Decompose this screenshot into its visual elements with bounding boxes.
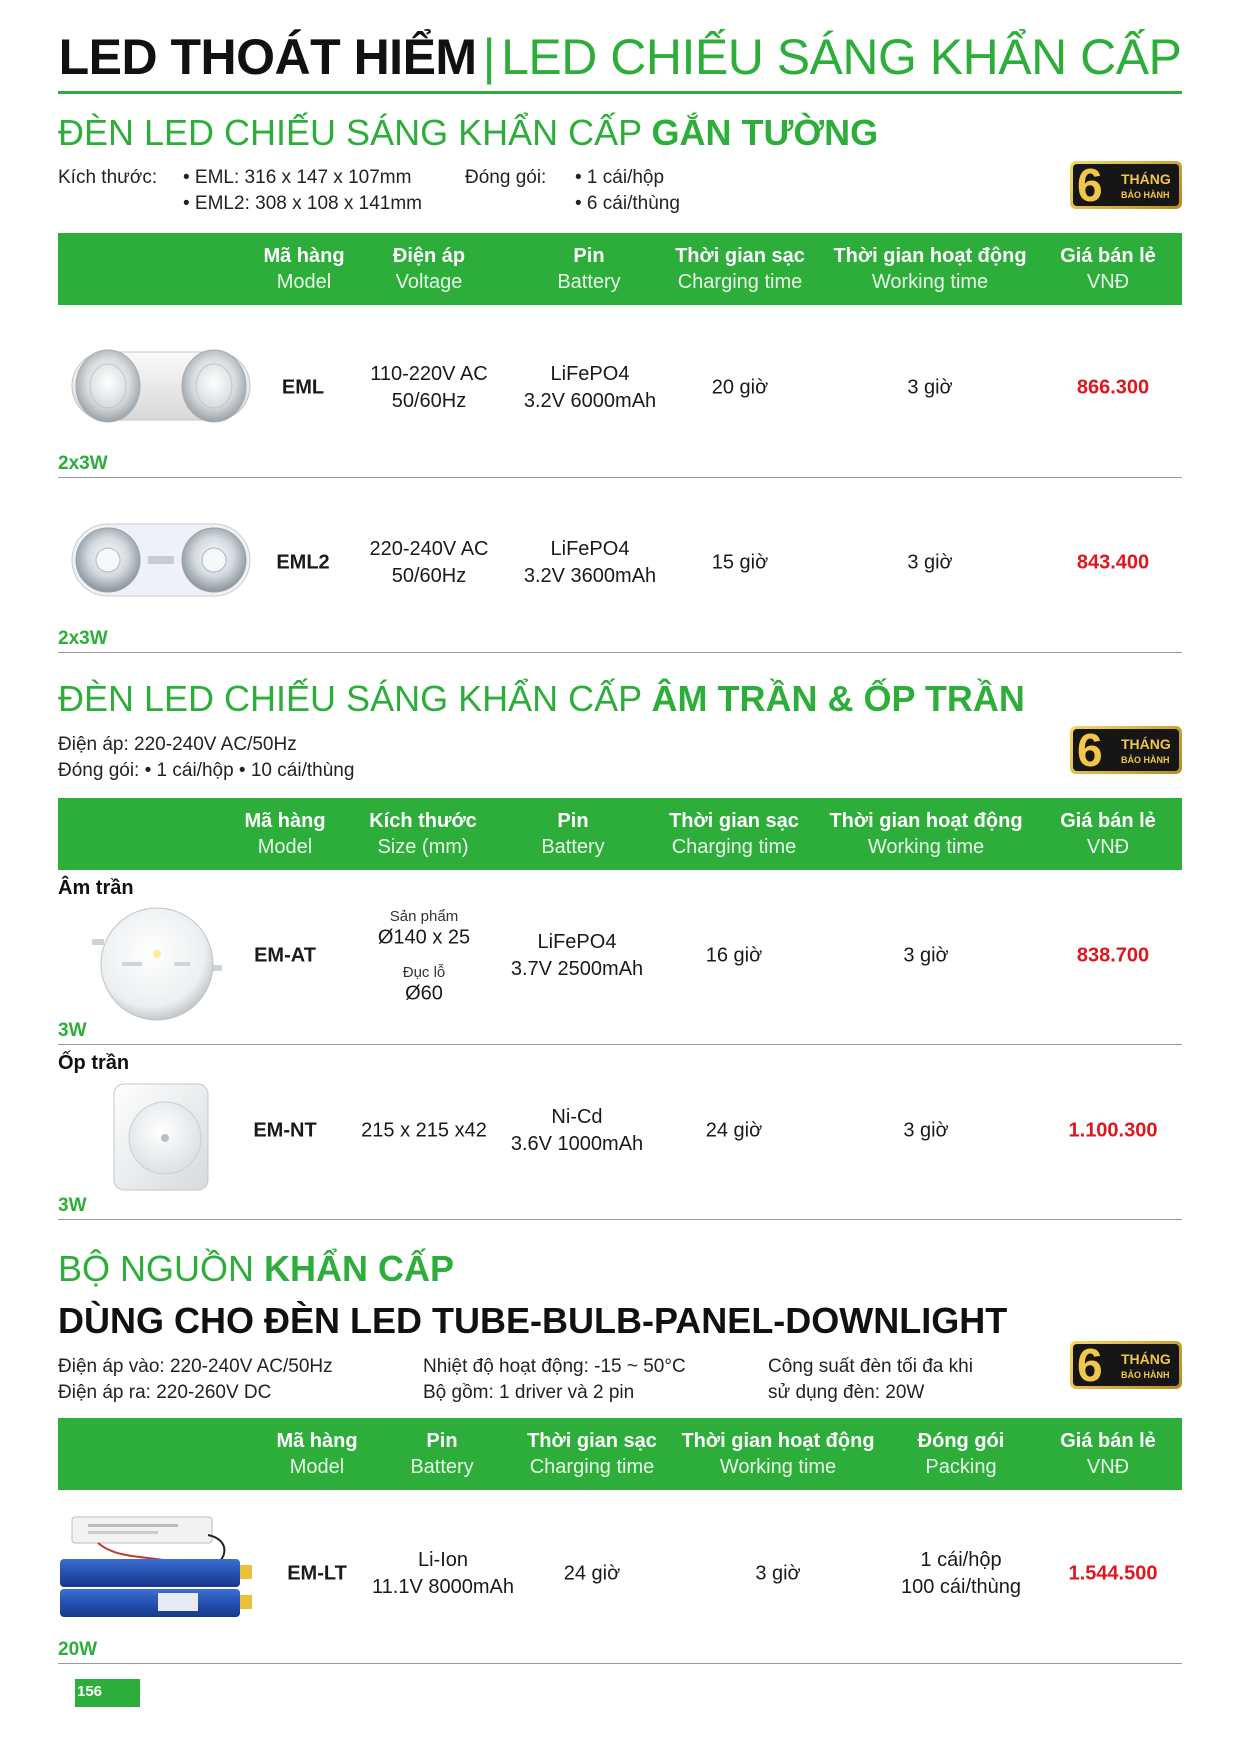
col-model: Mã hàng Model [244,810,326,858]
warranty-sublabel: BẢO HÀNH [1121,190,1170,200]
size-em-nt: 215 x 215 x42 [361,1119,487,1142]
warranty-sublabel: BẢO HÀNH [1121,755,1170,765]
max-power-spec-line1: Công suất đèn tối đa khi [768,1356,973,1377]
model-em-at: EM-AT [254,944,316,967]
col-charging: Thời gian sạc Charging time [675,245,805,293]
working-em-at: 3 giờ [903,944,949,967]
warranty-label: THÁNG [1121,736,1171,752]
charging-em-at: 16 giờ [705,944,763,967]
col-charging: Thời gian sạc Charging time [669,810,799,858]
kit-contents-spec: Bộ gồm: 1 driver và 2 pin [423,1382,635,1403]
section3-specs-col2 [423,1354,686,1406]
row-divider [58,1044,1182,1045]
size-note-product: Sản phẩm [389,908,459,925]
working-em-nt: 3 giờ [903,1119,949,1142]
product-image-em-nt [110,1080,212,1194]
size-note-cutout: Đục lỗ [402,964,446,981]
max-power-spec-line2: sử dụng đèn: 20W [768,1382,925,1403]
warranty-months: 6 [1077,1339,1103,1391]
working-eml: 3 giờ [907,376,953,399]
warranty-months: 6 [1077,724,1103,776]
product-image-eml2 [68,520,254,600]
size-product: Ø140 x 25 [377,926,471,949]
size-cutout: Ø60 [405,982,443,1005]
row-label-op-tran: Ốp trần [58,1052,130,1074]
battery-em-lt: Li-Ion 11.1V 8000mAh [372,1549,514,1598]
warranty-badge [1070,726,1182,774]
section2-voltage-spec: Điện áp: 220-240V AC/50Hz [58,734,297,755]
pack-value-2: • 6 cái/thùng [575,193,680,214]
section1-title-bold: GẮN TƯỜNG [651,112,879,153]
watt-em-nt: 3W [58,1195,87,1216]
section2-pack-spec: Đóng gói: • 1 cái/hộp • 10 cái/thùng [58,760,355,781]
col-price: Giá bán lẻ VNĐ [1060,245,1156,293]
price-eml2: 843.400 [1076,551,1150,574]
charging-em-lt: 24 giờ [563,1562,621,1585]
col-voltage: Điện áp Voltage [392,245,466,293]
row-divider [58,477,1182,478]
input-voltage-spec: Điện áp vào: 220-240V AC/50Hz [58,1356,333,1377]
col-battery: Pin Battery [541,810,605,858]
section2-title-light: ĐÈN LED CHIẾU SÁNG KHẨN CẤP [58,678,642,719]
col-price: Giá bán lẻ VNĐ [1060,810,1156,858]
row-label-am-tran: Âm trần [58,877,134,899]
charging-eml2: 15 giờ [711,551,769,574]
working-em-lt: 3 giờ [755,1562,801,1585]
product-image-eml [68,342,254,430]
section2-table-header [58,798,1182,870]
watt-em-at: 3W [58,1020,87,1041]
section1-table-header [58,233,1182,305]
warranty-label: THÁNG [1121,171,1171,187]
section3-table-header [58,1418,1182,1490]
col-packing: Đóng gói Packing [917,1430,1005,1478]
product-image-em-lt [58,1515,258,1620]
size-value-eml: • EML: 316 x 147 x 107mm [183,167,412,188]
voltage-eml: 110-220V AC 50/60Hz [370,363,488,412]
battery-eml: LiFePO4 3.2V 6000mAh [523,363,657,412]
warranty-badge [1070,161,1182,209]
section2-title-bold: ÂM TRẦN & ỐP TRẦN [651,678,1025,719]
watt-em-lt: 20W [58,1639,98,1660]
page-title-bold: LED THOÁT HIỂM [58,29,477,85]
price-eml: 866.300 [1076,376,1150,399]
price-em-at: 838.700 [1076,944,1150,967]
section1-size-label: Kích thước: [58,167,158,188]
section1-pack-values [575,165,680,217]
product-image-em-at [92,905,222,1023]
page-title-separator: | [482,29,496,85]
section1-size-values [183,165,422,217]
col-model: Mã hàng Model [276,1430,358,1478]
col-size: Kích thước Size (mm) [369,810,477,858]
section1-title-light: ĐÈN LED CHIẾU SÁNG KHẨN CẤP [58,112,642,153]
battery-em-nt: Ni-Cd 3.6V 1000mAh [510,1106,644,1155]
model-eml2: EML2 [276,551,330,574]
col-model: Mã hàng Model [263,245,345,293]
section3-subtitle: DÙNG CHO ĐÈN LED TUBE-BULB-PANEL-DOWNLIGHT [58,1300,1008,1341]
section3-title [58,1248,454,1290]
model-em-nt: EM-NT [253,1119,317,1142]
row-divider [58,652,1182,653]
battery-em-at: LiFePO4 3.7V 2500mAh [510,931,644,980]
title-divider [58,91,1182,94]
charging-em-nt: 24 giờ [705,1119,763,1142]
col-working: Thời gian hoạt động Working time [681,1430,875,1478]
col-charging: Thời gian sạc Charging time [527,1430,657,1478]
voltage-eml2: 220-240V AC 50/60Hz [369,538,489,587]
watt-eml2: 2x3W [58,628,108,649]
pack-value-1: • 1 cái/hộp [575,167,665,188]
page-title-light: LED CHIẾU SÁNG KHẨN CẤP [501,29,1182,85]
page-number: 156 [75,1679,140,1707]
section3-title-light: BỘ NGUỒN [58,1248,255,1289]
section3-specs-col3 [768,1354,973,1406]
row-divider [58,1219,1182,1220]
watt-eml: 2x3W [58,453,108,474]
charging-eml: 20 giờ [711,376,769,399]
section3-specs-col1 [58,1354,333,1406]
price-em-lt: 1.544.500 [1068,1562,1158,1585]
section1-title [58,112,878,154]
warranty-sublabel: BẢO HÀNH [1121,1370,1170,1380]
output-voltage-spec: Điện áp ra: 220-260V DC [58,1382,272,1403]
warranty-months: 6 [1077,159,1103,211]
temperature-spec: Nhiệt độ hoạt động: -15 ~ 50°C [423,1356,686,1377]
col-price: Giá bán lẻ VNĐ [1060,1430,1156,1478]
col-working: Thời gian hoạt động Working time [829,810,1023,858]
warranty-label: THÁNG [1121,1351,1171,1367]
model-eml: EML [281,376,325,399]
section1-pack-label: Đóng gói: [465,167,547,188]
section3-title-bold: KHẨN CẤP [264,1248,455,1289]
row-divider [58,1663,1182,1664]
col-working: Thời gian hoạt động Working time [833,245,1027,293]
working-eml2: 3 giờ [907,551,953,574]
section2-title [58,678,1025,720]
model-em-lt: EM-LT [287,1562,347,1585]
size-value-eml2: • EML2: 308 x 108 x 141mm [183,193,422,214]
warranty-badge [1070,1341,1182,1389]
battery-eml2: LiFePO4 3.2V 3600mAh [523,538,657,587]
page-title [0,28,1240,86]
col-battery: Pin Battery [410,1430,474,1478]
section2-specs [58,732,354,784]
col-battery: Pin Battery [557,245,621,293]
packing-em-lt: 1 cái/hộp 100 cái/thùng [900,1549,1022,1598]
price-em-nt: 1.100.300 [1068,1119,1158,1142]
